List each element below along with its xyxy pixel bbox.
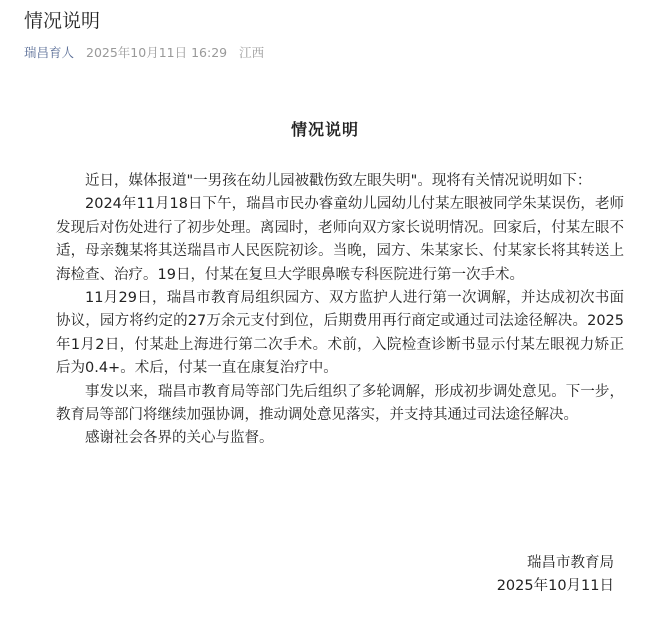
account-name-link[interactable]: 瑞昌育人: [24, 45, 75, 60]
publish-time: 2025年10月11日 16:29: [86, 45, 228, 60]
notice-heading: 情况说明: [290, 120, 359, 139]
article-meta: [24, 44, 264, 62]
paragraph-mediation: 11月29日，瑞昌市教育局组织园方、双方监护人进行第一次调解，并达成初次书面协议，园方将约定的27万余元支付到位，后期费用再行商定或通过司法途径解决。2025年1月2日，付某赴上海进行第二次手术。术前，入院检查诊断书显示付某左眼视力矫正后为0.4+。术后，付某一直在康复治疗中。: [56, 290, 624, 377]
notice-body: [56, 170, 624, 451]
signature-organization: 瑞昌市教育局: [527, 555, 614, 571]
paragraph-thanks: 感谢社会各界的关心与监督。: [85, 430, 274, 447]
paragraph-intro: 近日，媒体报道"一男孩在幼儿园被戳伤致左眼失明"。现将有关情况说明如下：: [85, 173, 592, 189]
paragraph-incident: 2024年11月18日下午，瑞昌市民办睿童幼儿园幼儿付某左眼被同学朱某误伤，老师发现后对伤处进行了初步处理。离园时，老师向双方家长说明情况。回家后，付某左眼不适，母亲魏某将其送瑞昌市人民医院初诊。当晚，园方、朱某家长、付某家长将其转送上海检查、治疗。19日，付某在复旦大学眼鼻喉专科医院进行第一次手术。: [56, 196, 624, 283]
signature-block: [497, 552, 614, 598]
signature-date: 2025年10月11日: [496, 578, 614, 594]
paragraph-next-steps: 事发以来，瑞昌市教育局等部门先后组织了多轮调解，形成初步调处意见。下一步，教育局等部门将继续加强协调，推动调处意见落实，并支持其通过司法途径解决。: [56, 383, 624, 424]
article-title: 情况说明: [24, 10, 101, 32]
publish-location: 江西: [239, 45, 265, 60]
